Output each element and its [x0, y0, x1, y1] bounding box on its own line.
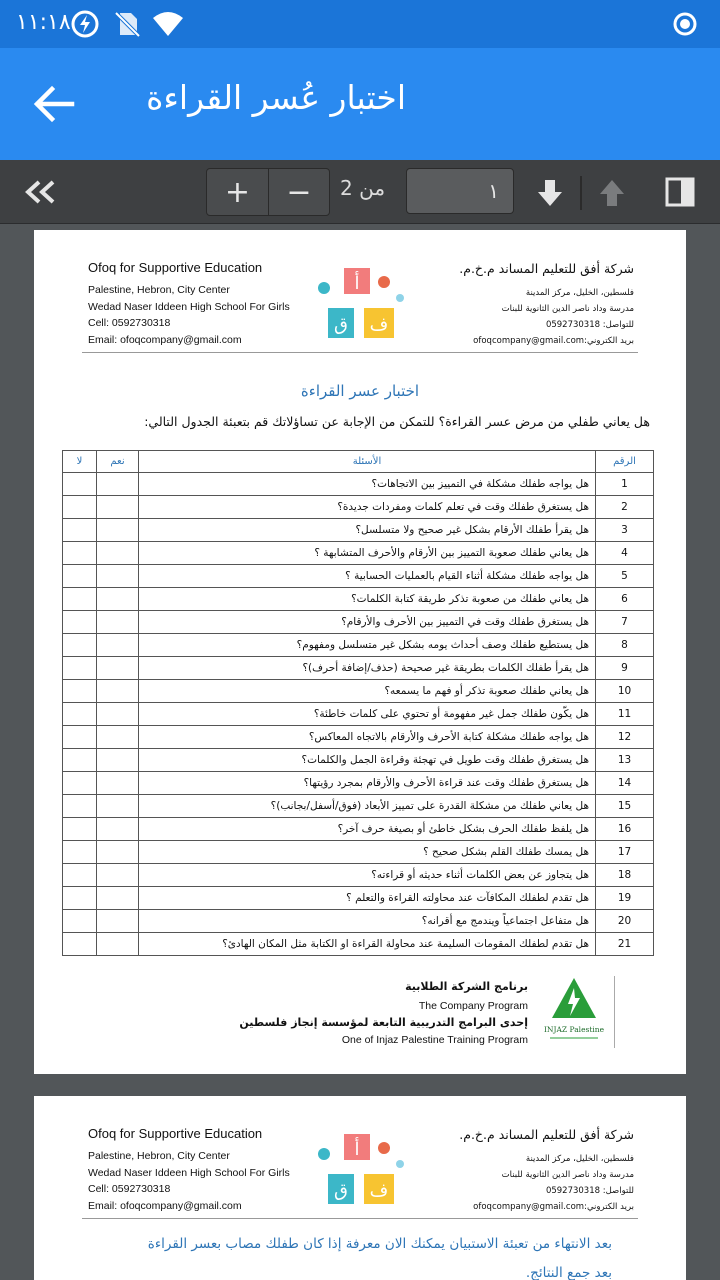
table-row [63, 795, 654, 818]
table-row [63, 818, 654, 841]
zoom-out-button[interactable]: − [268, 169, 329, 215]
question-number: 2 [596, 496, 654, 519]
header-school-en: Wedad Naser Iddeen High School For Girls [88, 300, 290, 313]
header-english [88, 260, 290, 348]
question-number: 19 [596, 887, 654, 910]
answer-yes-cell[interactable] [97, 726, 139, 749]
table-row [63, 657, 654, 680]
answer-yes-cell[interactable] [97, 910, 139, 933]
svg-text:أ: أ [354, 1139, 360, 1160]
answer-no-cell[interactable] [63, 565, 97, 588]
answer-yes-cell[interactable] [97, 703, 139, 726]
toolbar-divider [580, 176, 582, 210]
answer-yes-cell[interactable] [97, 496, 139, 519]
answer-yes-cell[interactable] [97, 841, 139, 864]
footer-divider [614, 976, 615, 1048]
answer-yes-cell[interactable] [97, 749, 139, 772]
answer-no-cell[interactable] [63, 634, 97, 657]
question-text: هل يمسك طفلك القلم بشكل صحيح ؟ [139, 841, 596, 864]
header-cell-ar: للتواصل: 0592730318 [545, 320, 634, 330]
header-address-en: Palestine, Hebron, City Center [88, 284, 230, 296]
header-divider-p2 [82, 1218, 638, 1219]
header-school-ar-p2: مدرسة وداد ناصر الدين الثانوية للبنات [501, 1170, 634, 1180]
question-text: هل يستغرق طفلك وقت عند قراءة الأحرف والأرقام بمجرد رؤيتها؟ [139, 772, 596, 795]
answer-no-cell[interactable] [63, 864, 97, 887]
answer-no-cell[interactable] [63, 910, 97, 933]
header-address-en-p2: Palestine, Hebron, City Center [88, 1150, 230, 1162]
table-row [63, 565, 654, 588]
answer-yes-cell[interactable] [97, 933, 139, 956]
svg-text:ف: ف [369, 314, 389, 335]
status-time: ١١:١٨ [16, 10, 71, 35]
question-number: 1 [596, 473, 654, 496]
answer-yes-cell[interactable] [97, 588, 139, 611]
header-address-ar: فلسطين، الخليل، مركز المدينة [525, 288, 634, 298]
header-email-en: Email: ofoqcompany@gmail.com [88, 333, 242, 346]
question-text: هل يعاني طفلك من مشكلة القدرة على تمييز الأبعاد (فوق/أسفل/بجانب)؟ [139, 795, 596, 818]
sidebar-toggle-icon[interactable] [662, 174, 698, 210]
injaz-logo [544, 974, 604, 1046]
header-company-en-p2: Ofoq for Supportive Education [88, 1126, 263, 1141]
question-number: 13 [596, 749, 654, 772]
question-number: 17 [596, 841, 654, 864]
question-text: هل يلفظ طفلك الحرف بشكل خاطئ أو بصيغة حرف آخر؟ [139, 818, 596, 841]
answer-no-cell[interactable] [63, 726, 97, 749]
table-row [63, 634, 654, 657]
answer-yes-cell[interactable] [97, 680, 139, 703]
page-footer [34, 972, 686, 1062]
answer-yes-cell[interactable] [97, 473, 139, 496]
table-row [63, 726, 654, 749]
answer-yes-cell[interactable] [97, 565, 139, 588]
header-english-p2 [88, 1126, 290, 1214]
table-header-row [63, 451, 654, 473]
zoom-in-button[interactable]: + [224, 174, 251, 210]
question-number: 15 [596, 795, 654, 818]
header-cell-en-p2: Cell: 0592730318 [88, 1183, 171, 1195]
table-row [63, 519, 654, 542]
footer-injaz-en: One of Injaz Palestine Training Program [341, 1034, 528, 1046]
header-email-en-p2: Email: ofoqcompany@gmail.com [88, 1199, 242, 1212]
answer-no-cell[interactable] [63, 887, 97, 910]
table-row [63, 749, 654, 772]
question-number: 9 [596, 657, 654, 680]
answer-yes-cell[interactable] [97, 611, 139, 634]
table-row [63, 887, 654, 910]
answer-no-cell[interactable] [63, 588, 97, 611]
document-intro: هل يعاني طفلي من مرض عسر القراءة؟ للتمكن من الإجابة عن تساؤلاتك قم بتعبئة الجدول التالي: [144, 414, 650, 429]
table-row [63, 588, 654, 611]
table-row [63, 473, 654, 496]
svg-text:ق: ق [334, 314, 348, 335]
question-number: 21 [596, 933, 654, 956]
table-row [63, 864, 654, 887]
header-email-ar: بريد الكتروني:ofoqcompany@gmail.com [473, 336, 634, 346]
pdf-page-2 [34, 1096, 686, 1280]
header-company-ar: شركة أفق للتعليم المساند م.خ.م. [459, 261, 634, 276]
question-number: 6 [596, 588, 654, 611]
question-text: هل يقرأ طفلك الأرقام بشكل غير صحيح ولا متسلسل؟ [139, 519, 596, 542]
answer-yes-cell[interactable] [97, 519, 139, 542]
ofoq-logo-p2 [312, 1132, 412, 1214]
page-count-label: من 2 [340, 176, 386, 200]
document-title: اختبار عسر القراءة [300, 382, 420, 400]
answer-no-cell[interactable] [63, 933, 97, 956]
question-number: 12 [596, 726, 654, 749]
record-indicator-icon [670, 9, 700, 39]
screen-title: اختبار عُسر القراءة [146, 78, 406, 117]
question-number: 14 [596, 772, 654, 795]
header-company-en: Ofoq for Supportive Education [88, 260, 263, 275]
answer-yes-cell[interactable] [97, 634, 139, 657]
answer-yes-cell[interactable] [97, 795, 139, 818]
answer-no-cell[interactable] [63, 749, 97, 772]
table-row [63, 772, 654, 795]
header-divider [82, 352, 638, 353]
zoom-controls [206, 168, 330, 216]
page-number-input[interactable]: ١ [406, 168, 514, 214]
footer-program-ar: برنامج الشركة الطلابية [405, 980, 528, 993]
question-number: 8 [596, 634, 654, 657]
header-question: الأسئلة [139, 451, 596, 473]
result-line-2: بعد جمع النتائج. [525, 1265, 612, 1280]
previous-page-icon[interactable] [592, 174, 632, 212]
svg-text:أ: أ [354, 273, 360, 294]
question-text: هل تقدم لطفلك المكافآت عند محاولته القراءة والتعلم ؟ [139, 887, 596, 910]
header-yes: نعم [97, 451, 139, 473]
table-row [63, 611, 654, 634]
back-arrow-icon[interactable] [30, 82, 76, 126]
answer-no-cell[interactable] [63, 519, 97, 542]
answer-yes-cell[interactable] [97, 818, 139, 841]
answer-no-cell[interactable] [63, 703, 97, 726]
injaz-logo-text: INJAZ Palestine [544, 1025, 604, 1034]
header-arabic [459, 261, 634, 349]
answer-no-cell[interactable] [63, 496, 97, 519]
question-text: هل يستغرق طفلك وقت في التمييز بين الأحرف والأرقام؟ [139, 611, 596, 634]
question-text: هل يقرأ طفلك الكلمات بطريقة غير صحيحة (حذف/إضافة أحرف)؟ [139, 657, 596, 680]
answer-no-cell[interactable] [63, 772, 97, 795]
pdf-page-1 [34, 230, 686, 1074]
question-text: هل يعاني طفلك من صعوبة تذكر طريقة كتابة الكلمات؟ [139, 588, 596, 611]
footer-program-en: The Company Program [418, 1000, 528, 1012]
answer-yes-cell[interactable] [97, 887, 139, 910]
question-text: هل يكّون طفلك جمل غير مفهومة أو تحتوي على كلمات خاطئة؟ [139, 703, 596, 726]
answer-no-cell[interactable] [63, 680, 97, 703]
table-row [63, 703, 654, 726]
question-text: هل يتجاوز عن بعض الكلمات أثناء حديثه أو قراءته؟ [139, 864, 596, 887]
answer-yes-cell[interactable] [97, 542, 139, 565]
header-email-ar-p2: بريد الكتروني:ofoqcompany@gmail.com [473, 1202, 634, 1212]
header-cell-ar-p2: للتواصل: 0592730318 [545, 1186, 634, 1196]
table-row [63, 496, 654, 519]
questions-table [62, 450, 654, 956]
svg-text:ق: ق [334, 1180, 348, 1201]
wifi-icon [152, 9, 182, 39]
answer-no-cell[interactable] [63, 473, 97, 496]
answer-yes-cell[interactable] [97, 657, 139, 680]
table-row [63, 841, 654, 864]
question-text: هل تقدم لطفلك المقومات السليمة عند محاولة القراءة او الكتابة مثل المكان الهادئ؟ [139, 933, 596, 956]
table-row [63, 910, 654, 933]
svg-text:ف: ف [369, 1180, 389, 1201]
status-bar [0, 0, 720, 48]
question-number: 16 [596, 818, 654, 841]
header-address-ar-p2: فلسطين، الخليل، مركز المدينة [525, 1154, 634, 1164]
next-page-icon[interactable] [530, 174, 570, 212]
question-number: 20 [596, 910, 654, 933]
result-line-1: بعد الانتهاء من تعبئة الاستبيان يمكنك الان معرفة إذا كان طفلك مصاب بعسر القراءة [147, 1236, 612, 1252]
table-row [63, 680, 654, 703]
question-number: 4 [596, 542, 654, 565]
question-text: هل متفاعل اجتماعياً ويندمج مع أقرانه؟ [139, 910, 596, 933]
question-text: هل يواجه طفلك مشكلة أثناء القيام بالعمليات الحسابية ؟ [139, 565, 596, 588]
first-page-icon[interactable] [20, 172, 60, 212]
answer-no-cell[interactable] [63, 795, 97, 818]
question-text: هل يستطيع طفلك وصف أحداث يومه بشكل غير متسلسل ومفهوم؟ [139, 634, 596, 657]
question-text: هل يعاني طفلك صعوبة التمييز بين الأرقام والأحرف المتشابهة ؟ [139, 542, 596, 565]
answer-yes-cell[interactable] [97, 864, 139, 887]
header-company-ar-p2: شركة أفق للتعليم المساند م.خ.م. [459, 1127, 634, 1142]
header-cell-en: Cell: 0592730318 [88, 317, 171, 329]
table-row [63, 933, 654, 956]
header-arabic-p2 [459, 1127, 634, 1215]
question-text: هل يستغرق طفلك وقت طويل في تهجئة وقراءة الجمل والكلمات؟ [139, 749, 596, 772]
question-text: هل يستغرق طفلك وقت في تعلم كلمات ومفردات جديدة؟ [139, 496, 596, 519]
answer-yes-cell[interactable] [97, 772, 139, 795]
answer-no-cell[interactable] [63, 841, 97, 864]
question-number: 11 [596, 703, 654, 726]
question-number: 5 [596, 565, 654, 588]
header-number: الرقم [596, 451, 654, 473]
question-number: 10 [596, 680, 654, 703]
ofoq-logo [312, 266, 412, 348]
question-text: هل يواجه طفلك مشكلة كتابة الأحرف والأرقام بالاتجاه المعاكس؟ [139, 726, 596, 749]
question-number: 3 [596, 519, 654, 542]
header-school-en-p2: Wedad Naser Iddeen High School For Girls [88, 1166, 290, 1179]
question-text: هل يعاني طفلك صعوبة تذكر أو فهم ما يسمعه؟ [139, 680, 596, 703]
result-note [148, 1230, 612, 1280]
battery-saver-icon [70, 9, 100, 39]
questions-table-body [63, 473, 654, 956]
answer-no-cell[interactable] [63, 818, 97, 841]
header-school-ar: مدرسة وداد ناصر الدين الثانوية للبنات [501, 304, 634, 314]
header-no: لا [63, 451, 97, 473]
app-bar [0, 48, 720, 160]
no-sim-icon [112, 9, 142, 39]
answer-no-cell[interactable] [63, 542, 97, 565]
answer-no-cell[interactable] [63, 611, 97, 634]
question-number: 18 [596, 864, 654, 887]
answer-no-cell[interactable] [63, 657, 97, 680]
question-text: هل يواجه طفلك مشكلة في التمييز بين الاتجاهات؟ [139, 473, 596, 496]
question-number: 7 [596, 611, 654, 634]
table-row [63, 542, 654, 565]
footer-injaz-ar: إحدى البرامج التدريبية التابعة لمؤسسة إنجاز فلسطين [239, 1016, 528, 1029]
